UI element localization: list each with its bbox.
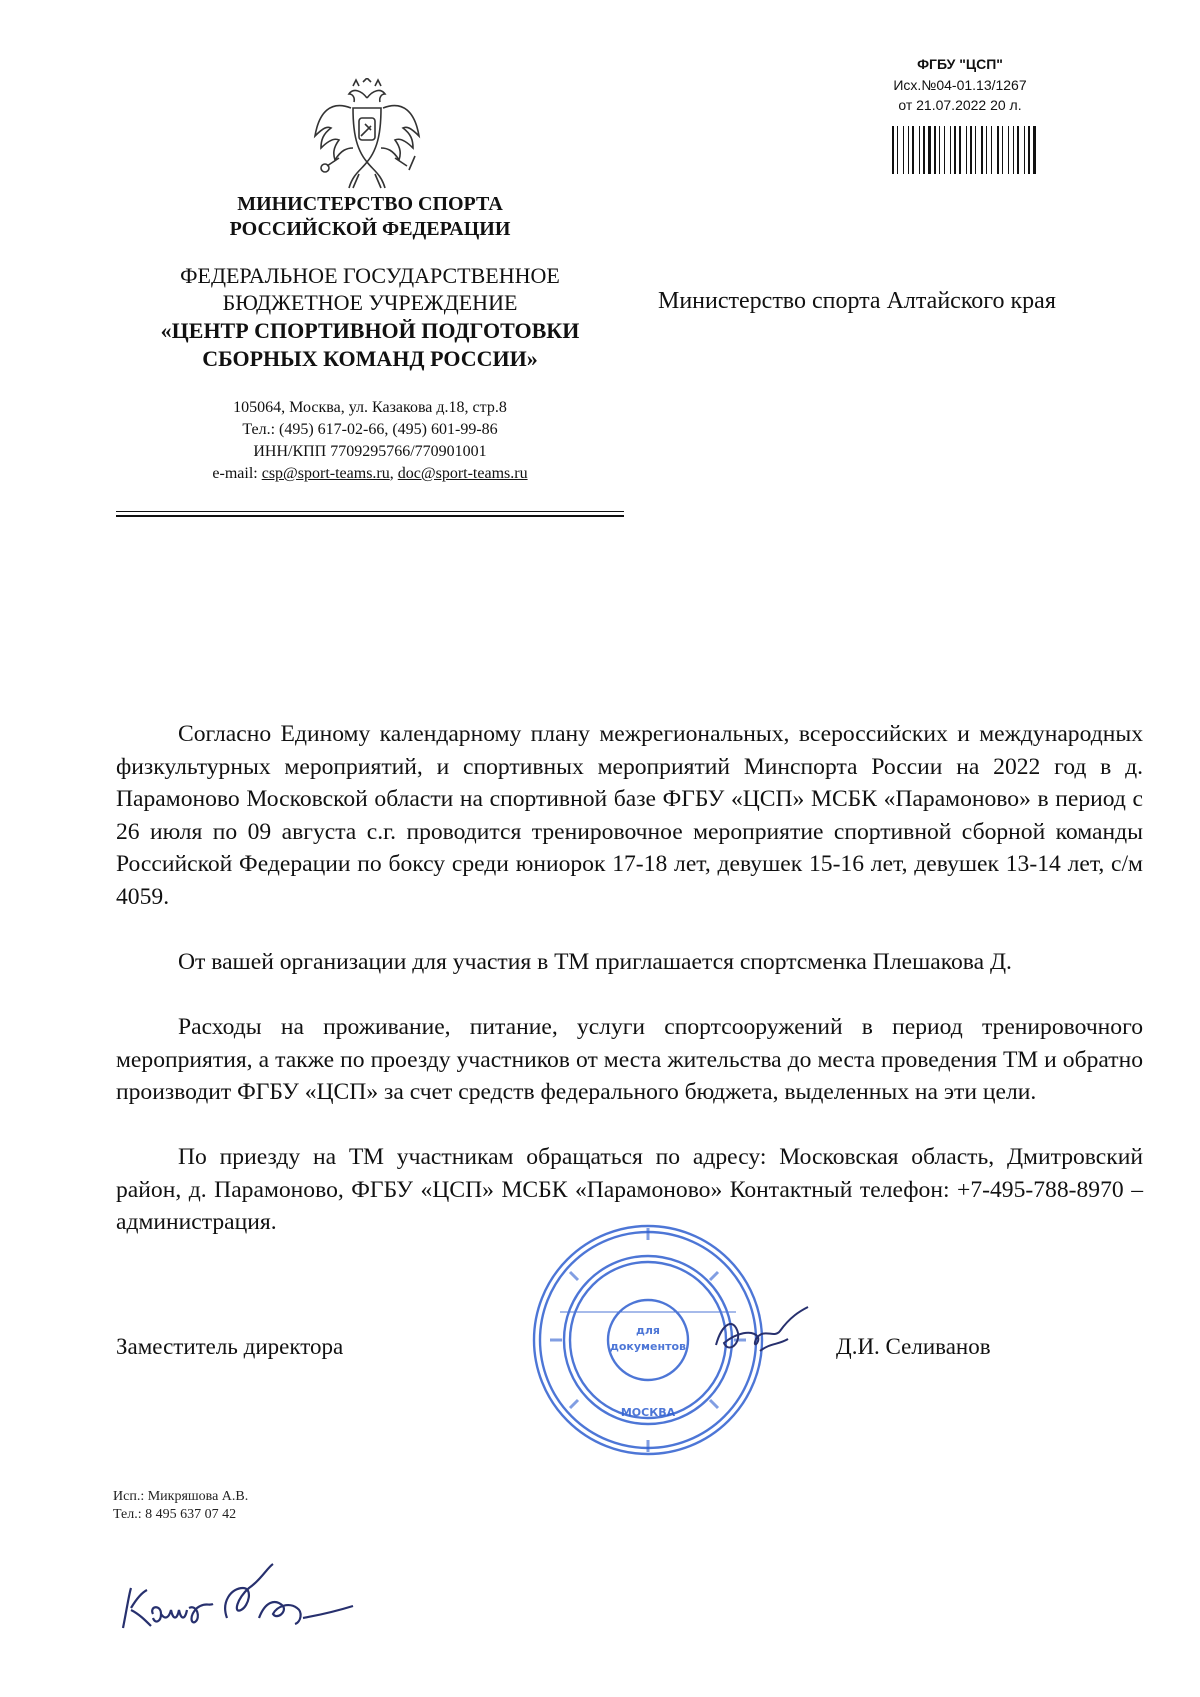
barcode-bar (991, 126, 992, 174)
email-separator: , (389, 465, 398, 482)
barcode-bar (897, 126, 898, 174)
body-paragraph-2 (116, 946, 1143, 979)
stamp-bottom-text: МОСКВА (620, 1406, 676, 1419)
email-label: e-mail: (212, 465, 262, 482)
email-link-csp[interactable]: csp@sport-teams.ru (261, 465, 390, 482)
ministry-line-1: МИНИСТЕРСТВО СПОРТА (237, 193, 503, 215)
barcode-bar (1028, 126, 1030, 174)
body-paragraph-4-text: По приезду на ТМ участникам обращаться по адресу: Московская область, Дмитровский район, д. Парамоново, ФГБУ «ЦСП» МСБК «Парамоново» Контактный телефон: +7-495-788-8970 – администрация. (116, 1144, 1143, 1236)
barcode-bar (981, 126, 983, 174)
stamp-center-line-2: документов (609, 1340, 687, 1353)
barcode-bar (954, 126, 956, 174)
barcode-bar (912, 126, 914, 174)
org-name-line-2: СБОРНЫХ КОМАНД РОССИИ» (202, 346, 538, 371)
body-paragraph-2-text: От вашей организации для участия в ТМ приглашается спортсменка Плешакова Д. (178, 949, 1012, 975)
handwritten-signature (708, 1303, 818, 1363)
barcode-bar (903, 126, 904, 174)
barcode-bar (997, 126, 999, 174)
double-headed-eagle-emblem (309, 78, 425, 198)
sender-inn: ИНН/КПП 7709295766/770901001 (253, 443, 487, 460)
barcode-bar (934, 126, 936, 174)
executor-name: Исп.: Микряшова А.В. (113, 1489, 249, 1504)
barcode-bar (944, 126, 945, 174)
ministry-line-2: РОССИЙСКОЙ ФЕДЕРАЦИИ (229, 218, 511, 240)
barcode-bar (966, 126, 967, 174)
header-divider-thick (116, 515, 624, 517)
sender-address: 105064, Москва, ул. Казакова д.18, стр.8 (233, 399, 507, 416)
barcode-bar (975, 126, 976, 174)
body-paragraph-1-text: Согласно Единому календарному плану межрегиональных, всероссийских и международных физкультурных мероприятий, и спортивных мероприятий Минспорта России на 2022 год в д. Парамоново Московской области на спортивной базе ФГБУ «ЦСП» МСБК «Парамоново» в период с 26 июля по 09 августа с.г. проводится тренировочное мероприятие спортивной сборной команды Российской Федерации по боксу среди юниорок 17-18 лет, девушек 15-16 лет, девушек 13-14 лет, с/м 4059. (116, 721, 1143, 910)
barcode-bar (1008, 126, 1009, 174)
barcode-bar (923, 126, 925, 174)
registration-number: Исх.№04-01.13/1267 (893, 77, 1027, 93)
barcode-bar (1002, 126, 1003, 174)
barcode-bar (986, 126, 987, 174)
recipient: Министерство спорта Алтайского края (658, 288, 1056, 314)
fgbu-line-1: ФЕДЕРАЛЬНОЕ ГОСУДАРСТВЕННОЕ (180, 263, 560, 288)
email-link-doc[interactable]: doc@sport-teams.ru (397, 465, 528, 482)
fgbu-line-2: БЮДЖЕТНОЕ УЧРЕЖДЕНИЕ (222, 290, 518, 315)
body-paragraph-3 (116, 1011, 1143, 1109)
barcode (890, 126, 1040, 174)
barcode-bar (892, 126, 894, 174)
barcode-bar (959, 126, 961, 174)
barcode-bar (1013, 126, 1014, 174)
executor-phone: Тел.: 8 495 637 07 42 (113, 1507, 237, 1522)
registration-org: ФГБУ "ЦСП" (917, 56, 1003, 72)
barcode-bar (950, 126, 951, 174)
barcode-bar (939, 126, 940, 174)
barcode-bar (1024, 126, 1025, 174)
barcode-bar (919, 126, 920, 174)
signatory-title: Заместитель директора (116, 1334, 344, 1359)
signatory-name: Д.И. Селиванов (836, 1334, 991, 1359)
barcode-bar (1033, 126, 1036, 174)
sender-email (120, 463, 620, 484)
header-divider-thin (116, 511, 624, 512)
sender-phone: Тел.: (495) 617-02-66, (495) 601-99-86 (242, 421, 498, 438)
barcode-bar (928, 126, 931, 174)
registration-date: от 21.07.2022 20 л. (898, 97, 1022, 113)
body-paragraph-3-text: Расходы на проживание, питание, услуги спортсооружений в период тренировочного мероприятия, а также по проезду участников от места жительства до места проведения ТМ и обратно производит ФГБУ «ЦСП» за счет средств федерального бюджета, выделенных на эти цели. (116, 1014, 1143, 1106)
stamp-center-line-1: для (635, 1324, 661, 1337)
org-name-line-1: «ЦЕНТР СПОРТИВНОЙ ПОДГОТОВКИ (160, 318, 580, 343)
handwritten-approval-signature (117, 1558, 357, 1636)
barcode-bar (908, 126, 909, 174)
barcode-bar (970, 126, 972, 174)
barcode-bar (1017, 126, 1019, 174)
body-paragraph-1 (116, 718, 1143, 914)
